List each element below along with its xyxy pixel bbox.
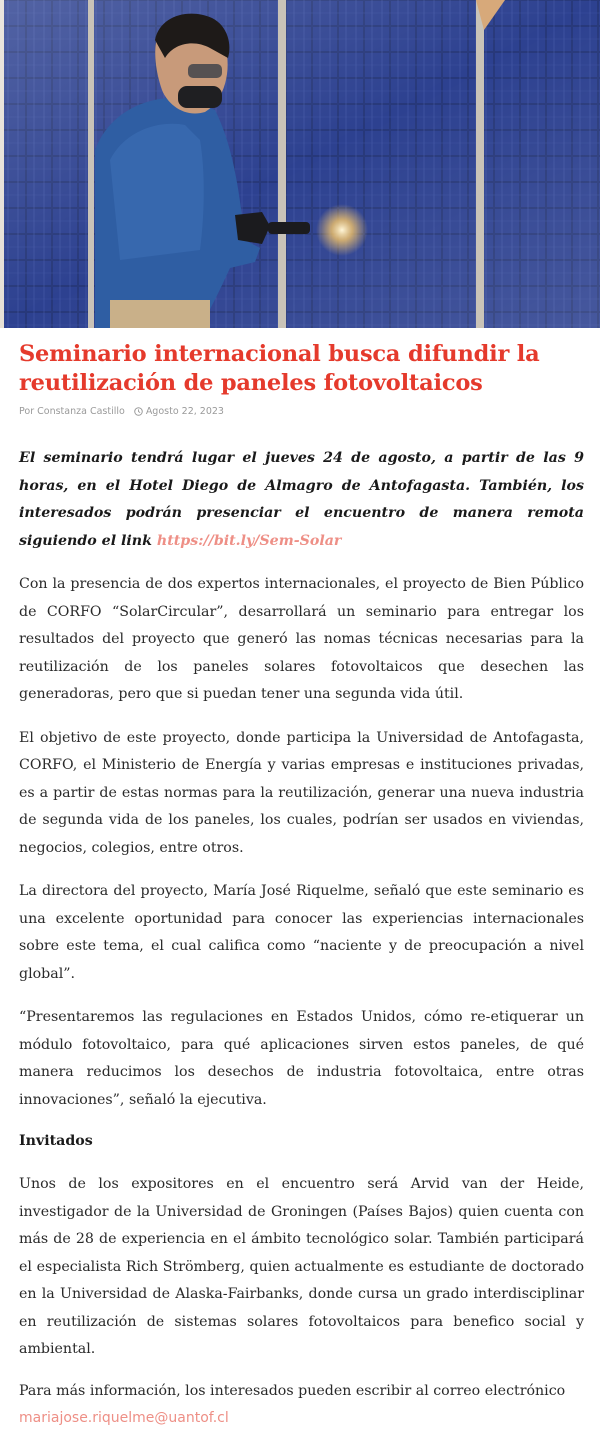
lead-paragraph	[19, 445, 584, 555]
hero-image	[0, 0, 600, 328]
contact-email-link[interactable]: mariajose.riquelme@uantof.cl	[19, 1410, 229, 1426]
seminar-link[interactable]: https://bit.ly/Sem-Solar	[156, 532, 342, 549]
contact-text: Para más información, los interesados pueden escribir al correo electrónico	[19, 1382, 566, 1399]
contact-paragraph	[19, 1378, 584, 1433]
publish-date: Agosto 22, 2023	[145, 406, 224, 417]
author: Por Constanza Castillo	[19, 406, 125, 417]
paragraph-3: La directora del proyecto, María José Riquelme, señaló que este seminario es una excelente oportunidad para conocer las experiencias internacionales sobre este tema, el cual califica como “naciente y de preocupación a nivel global”.	[19, 883, 584, 982]
article-meta	[19, 406, 584, 417]
paragraph-2: El objetivo de este proyecto, donde participa la Universidad de Antofagasta, CORFO, el Ministerio de Energía y varias empresas e instituciones privadas, es a partir de estas normas para la reutilización, generar una nueva industria de segunda vida de los paneles, los cuales, podrían ser usados en viviendas, negocios, colegios, entre otros.	[19, 729, 584, 856]
guests-paragraph: Unos de los expositores en el encuentro será Arvid van der Heide, investigador de la Universidad de Groningen (Países Bajos) quien cuenta con más de 28 de experiencia en el ámbito tecnológico solar. También participará el especialista Rich Strömberg, quien actualmente es estudiante de doctorado en la Universidad de Alaska-Fairbanks, donde cursa un grado interdisciplinar en reutilización de sistemas solares fotovoltaicos para benefico social y ambiental.	[19, 1176, 584, 1357]
clock-icon	[134, 407, 143, 416]
subheading-invitados: Invitados	[19, 1133, 93, 1149]
article	[19, 340, 584, 1433]
solar-panel-photo	[0, 0, 600, 328]
paragraph-1: Con la presencia de dos expertos internacionales, el proyecto de Bien Público de CORFO “SolarCircular”, desarrollará un seminario para entregar los resultados del proyecto que generó las nomas técnicas necesarias para la reutilización de los paneles solares fotovoltaicos que desechen las generadoras, pero que si puedan tener una segunda vida útil.	[19, 576, 584, 702]
article-title: Seminario internacional busca difundir la reutilización de paneles fotovoltaicos	[19, 341, 540, 396]
lead-text: El seminario tendrá lugar el jueves 24 de agosto, a partir de las 9 horas, en el Hotel Diego de Almagro de Antofagasta. También, los interesados podrán presenciar el encuentro de manera remota siguiendo el link	[19, 450, 584, 549]
paragraph-4: “Presentaremos las regulaciones en Estados Unidos, cómo re-etiquerar un módulo fotovoltaico, para qué aplicaciones sirven estos paneles, de qué manera reducimos los desechos de industria fotovoltaica, entre otras innovaciones”, señaló la ejecutiva.	[19, 1009, 584, 1108]
